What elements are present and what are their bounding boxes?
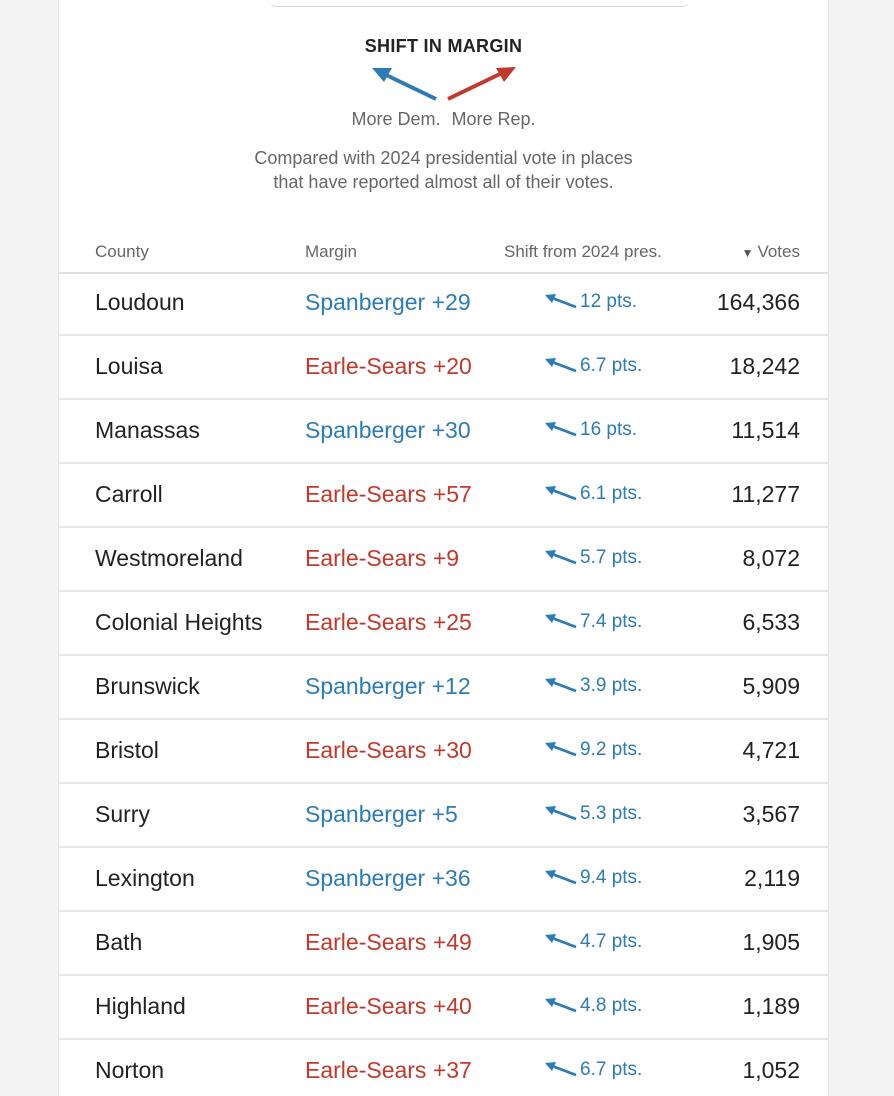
shift-amount: 3.9 pts. (580, 675, 643, 696)
margin-value: Spanberger +5 (305, 801, 458, 827)
shift-dem-arrow-icon (544, 357, 578, 373)
table-row (59, 656, 828, 720)
table-row (59, 528, 828, 592)
shift-amount: 12 pts. (580, 291, 638, 312)
county-name: Colonial Heights (95, 609, 263, 635)
table-row (59, 272, 828, 336)
table-row (59, 592, 828, 656)
shift-value (544, 867, 642, 889)
shift-amount: 7.4 pts. (580, 611, 643, 632)
margin-value: Spanberger +12 (305, 673, 471, 699)
margin-value: Earle-Sears +57 (305, 481, 472, 507)
county-name: Surry (95, 801, 150, 827)
county-name: Carroll (95, 481, 163, 507)
votes-count: 3,567 (742, 801, 800, 827)
results-table-body (59, 272, 828, 1096)
shift-amount: 9.2 pts. (580, 739, 643, 760)
table-row (59, 912, 828, 976)
votes-count: 11,514 (731, 417, 800, 443)
table-row (59, 336, 828, 400)
county-name: Bristol (95, 737, 159, 763)
margin-value: Spanberger +29 (305, 289, 471, 315)
votes-count: 164,366 (716, 289, 800, 315)
margin-value: Spanberger +30 (305, 417, 471, 443)
shift-dem-arrow-icon (544, 805, 578, 821)
table-row (59, 784, 828, 848)
margin-value: Earle-Sears +40 (305, 993, 472, 1019)
shift-dem-arrow-icon (544, 421, 578, 437)
shift-amount: 5.3 pts. (580, 803, 643, 824)
legend-dem-label: More Dem. (351, 109, 441, 129)
county-name: Brunswick (95, 673, 200, 699)
votes-count: 1,189 (742, 993, 800, 1019)
shift-amount: 5.7 pts. (580, 547, 643, 568)
legend-rep-label: More Rep. (451, 109, 536, 129)
votes-count: 18,242 (729, 353, 800, 379)
margin-value: Earle-Sears +9 (305, 545, 460, 571)
shift-amount: 4.7 pts. (580, 931, 643, 952)
table-row (59, 400, 828, 464)
shift-dem-arrow-icon (544, 933, 578, 949)
shift-value (544, 355, 642, 377)
shift-value (544, 419, 637, 441)
shift-value (544, 1059, 642, 1081)
shift-amount: 6.7 pts. (580, 355, 643, 376)
shift-dem-arrow-icon (544, 485, 578, 501)
comparison-note (59, 146, 828, 194)
shift-value (544, 547, 642, 569)
table-row (59, 848, 828, 912)
votes-count: 8,072 (742, 545, 800, 571)
shift-value (544, 931, 642, 953)
note-line-1: Compared with 2024 presidential vote in places (254, 148, 633, 168)
header-votes-label: Votes (757, 242, 800, 261)
table-header (59, 232, 828, 274)
header-shift[interactable]: Shift from 2024 pres. (504, 242, 662, 261)
margin-value: Earle-Sears +25 (305, 609, 472, 635)
sort-descending-icon: ▼ (741, 246, 754, 260)
table-row (59, 720, 828, 784)
header-margin[interactable]: Margin (305, 242, 357, 261)
shift-value (544, 803, 642, 825)
results-card (58, 0, 829, 1096)
shift-dem-arrow-icon (544, 741, 578, 757)
shift-value (544, 483, 642, 505)
county-name: Westmoreland (95, 545, 243, 571)
county-name: Manassas (95, 417, 200, 443)
margin-value: Spanberger +36 (305, 865, 471, 891)
votes-count: 1,905 (742, 929, 800, 955)
shift-dem-arrow-icon (544, 869, 578, 885)
header-county[interactable]: County (95, 242, 149, 261)
county-name: Bath (95, 929, 143, 955)
margin-value: Earle-Sears +20 (305, 353, 472, 379)
county-name: Highland (95, 993, 186, 1019)
shift-amount: 6.7 pts. (580, 1059, 643, 1080)
table-row (59, 976, 828, 1040)
votes-count: 5,909 (742, 673, 800, 699)
votes-count: 11,277 (731, 481, 800, 507)
margin-value: Earle-Sears +30 (305, 737, 472, 763)
legend-title: SHIFT IN MARGIN (364, 36, 523, 56)
note-line-2: that have reported almost all of their votes. (273, 172, 614, 192)
shift-amount: 16 pts. (580, 419, 638, 440)
shift-amount: 4.8 pts. (580, 995, 643, 1016)
county-name: Loudoun (95, 289, 185, 315)
shift-value (544, 675, 642, 697)
county-name: Lexington (95, 865, 195, 891)
shift-value (544, 995, 642, 1017)
shift-dem-arrow-icon (544, 677, 578, 693)
table-row (59, 1040, 828, 1096)
votes-count: 4,721 (742, 737, 800, 763)
header-votes[interactable] (742, 242, 800, 262)
shift-value (544, 291, 637, 313)
county-name: Norton (95, 1057, 165, 1083)
shift-amount: 6.1 pts. (580, 483, 643, 504)
shift-value (544, 739, 642, 761)
table-row (59, 464, 828, 528)
shift-dem-arrow-icon (544, 997, 578, 1013)
shift-amount: 9.4 pts. (580, 867, 643, 888)
votes-count: 2,119 (744, 865, 800, 891)
legend-arrows-icon (364, 62, 524, 106)
shift-value (544, 611, 642, 633)
legend-labels (59, 109, 828, 130)
margin-value: Earle-Sears +37 (305, 1057, 472, 1083)
shift-dem-arrow-icon (544, 1061, 578, 1077)
shift-dem-arrow-icon (544, 293, 578, 309)
votes-count: 1,052 (742, 1057, 800, 1083)
shift-dem-arrow-icon (544, 613, 578, 629)
shift-dem-arrow-icon (544, 549, 578, 565)
county-name: Louisa (95, 353, 163, 379)
votes-count: 6,533 (742, 609, 800, 635)
margin-value: Earle-Sears +49 (305, 929, 472, 955)
map-edge-decoration (269, 0, 689, 7)
